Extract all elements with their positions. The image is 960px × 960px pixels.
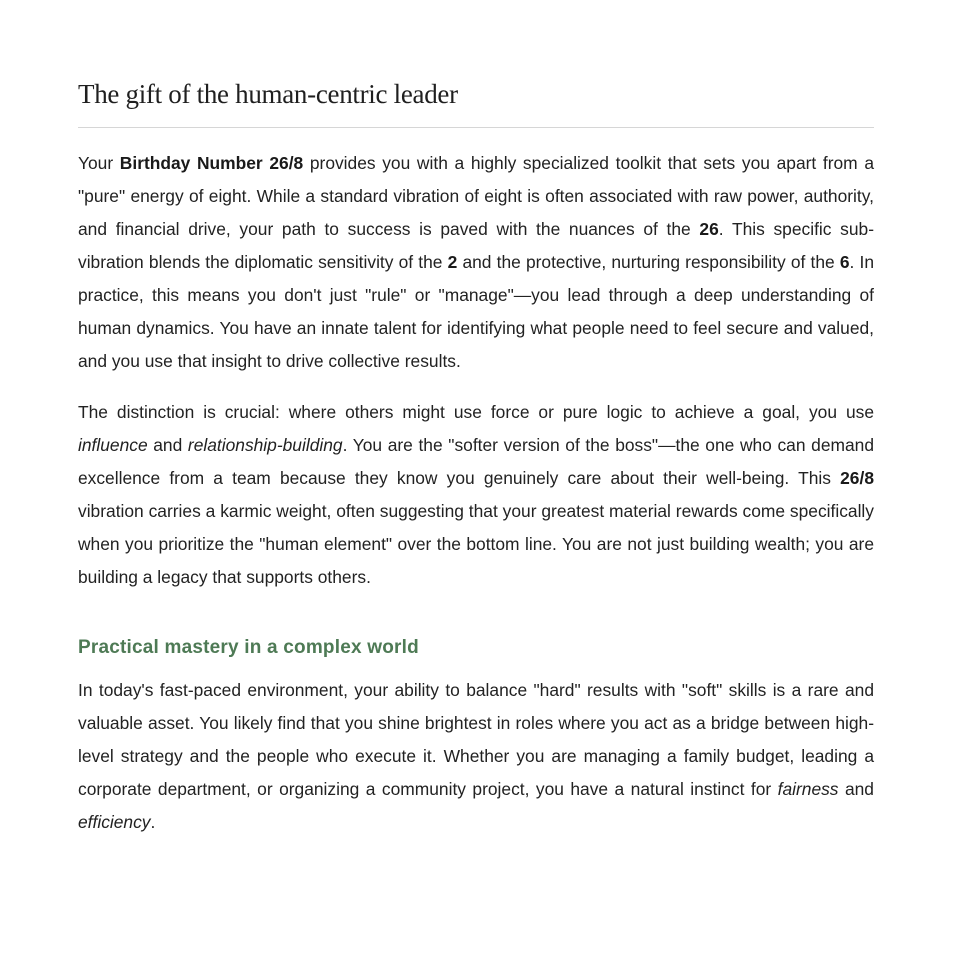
bold-number-6: 6 <box>839 252 850 272</box>
paragraph-text: and the protective, nurturing responsibility of the <box>457 252 840 272</box>
paragraph-practical-mastery <box>78 674 874 839</box>
bold-number-26: 26 <box>699 219 719 239</box>
paragraph-text: . This specific sub-vibration blends the diplomatic sensitivity of the <box>78 219 874 272</box>
paragraph-text: vibration carries a karmic weight, often suggesting that your greatest material rewards come specifically when you prioritize the "human element" over the bottom line. You are not just building wealth; you are building a legacy that supports others. <box>78 501 874 587</box>
bold-number-26-8: 26/8 <box>840 468 874 488</box>
page-title: The gift of the human-centric leader <box>78 79 458 109</box>
italic-fairness: fairness <box>777 779 839 799</box>
paragraph-text: provides you with a highly specialized toolkit that sets you apart from a "pure" energy of eight. While a standard vibration of eight is often associated with raw power, authority, and financial drive, your path to success is paved with the nuances of the <box>78 153 874 239</box>
paragraph-distinction <box>78 396 874 594</box>
paragraph-text: In today's fast-paced environment, your ability to balance "hard" results with "soft" skills is a rare and valuable asset. You likely find that you shine brightest in roles where you act as a bridge between high-level strategy and the people who execute it. Whether you are managing a family budget, leading a corporate department, or organizing a community project, you have a natural instinct for <box>78 680 874 799</box>
italic-efficiency: efficiency <box>78 812 151 832</box>
section-subheading: Practical mastery in a complex world <box>78 637 419 658</box>
paragraph-text: and <box>838 779 874 799</box>
title-divider <box>78 127 874 128</box>
paragraph-birthday-number <box>78 147 874 378</box>
bold-birthday-number: Birthday Number 26/8 <box>119 153 304 173</box>
paragraph-text: The distinction is crucial: where others might use force or pure logic to achieve a goal, you use <box>78 402 874 422</box>
bold-number-2: 2 <box>447 252 458 272</box>
paragraph-text: . You are the "softer version of the boss"—the one who can demand excellence from a team because they know you genuinely care about their well-being. This <box>78 435 874 488</box>
paragraph-text: and <box>147 435 188 455</box>
italic-influence: influence <box>78 435 148 455</box>
paragraph-text: . In practice, this means you don't just "rule" or "manage"—you lead through a deep understanding of human dynamics. You have an innate talent for identifying what people need to feel secure and valued, and you use that insight to drive collective results. <box>78 252 874 371</box>
paragraph-text: Your <box>78 153 120 173</box>
paragraph-text: . <box>150 812 156 832</box>
italic-relationship-building: relationship-building <box>187 435 343 455</box>
article <box>78 76 874 839</box>
